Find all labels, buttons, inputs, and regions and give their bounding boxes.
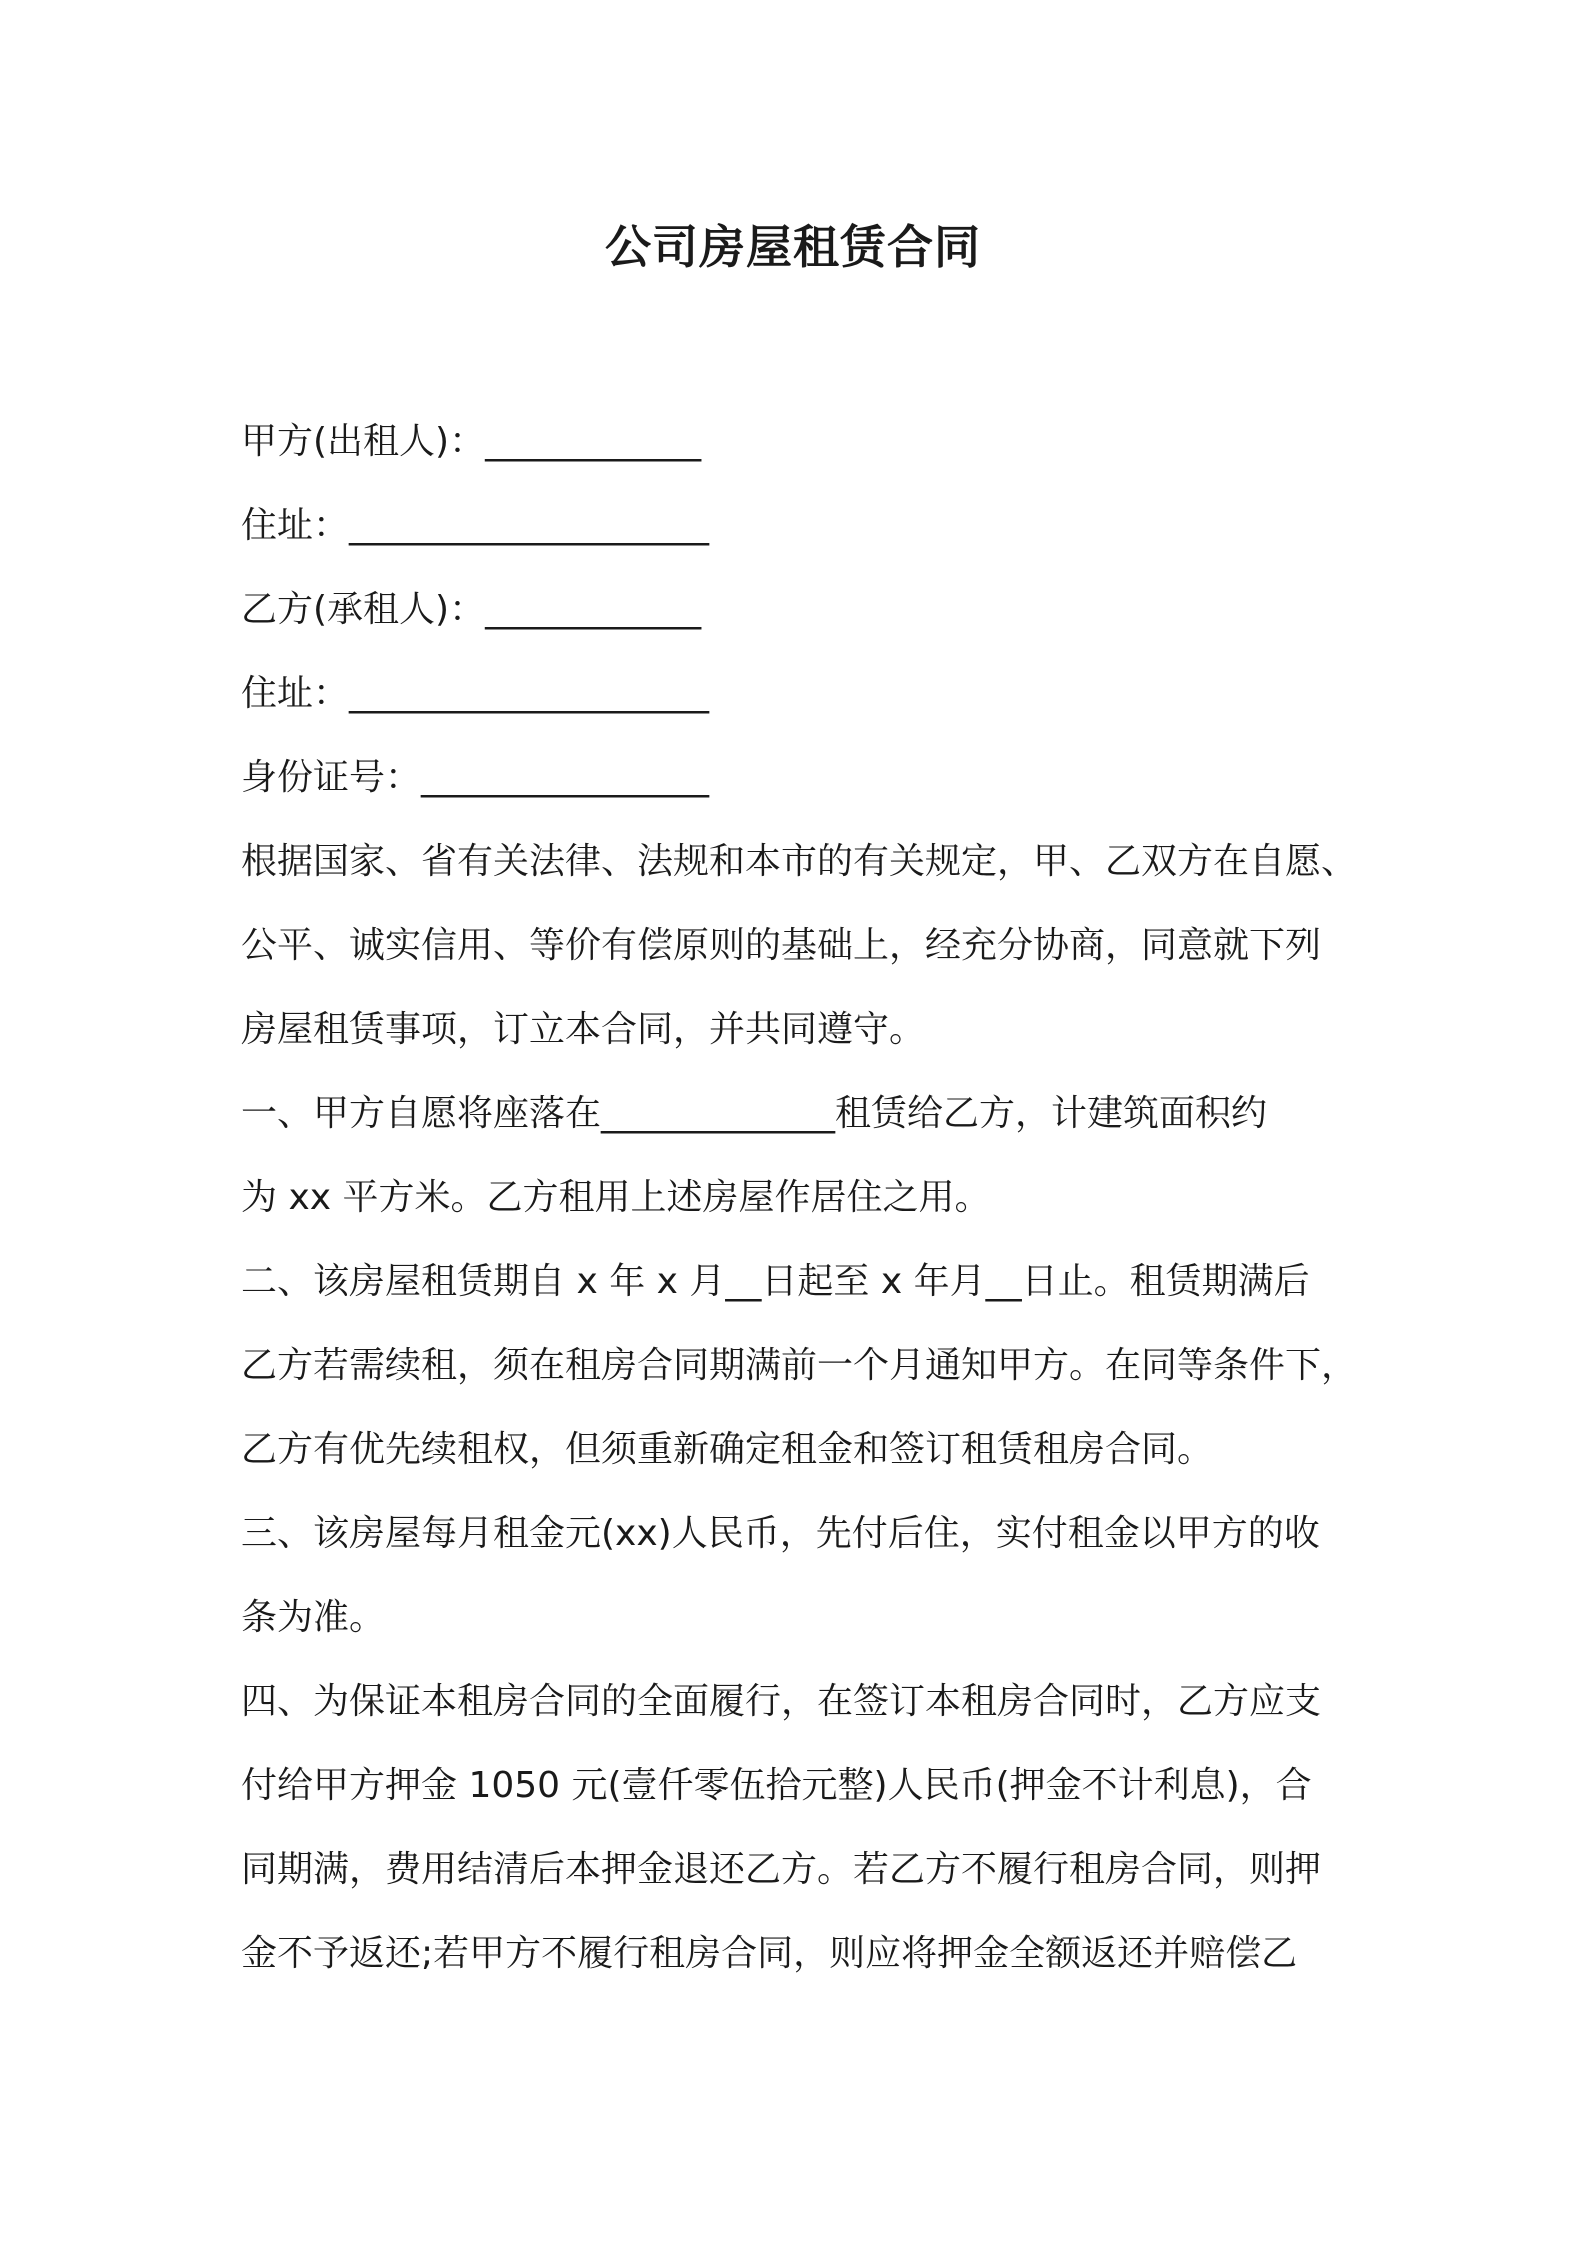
clause-3-line-2: 条为准。	[241, 1597, 386, 1638]
document-title: 公司房屋租赁合同	[605, 220, 981, 274]
clause-4-line-2: 付给甲方押金 1050 元(壹仟零伍拾元整)人民币(押金不计利息)，合	[241, 1765, 1312, 1806]
party-b-address-line: 住址：____________________	[241, 673, 710, 714]
clause-1-line-2: 为 xx 平方米。乙方租用上述房屋作居住之用。	[241, 1177, 991, 1218]
preamble-line-2: 公平、诚实信用、等价有偿原则的基础上，经充分协商，同意就下列	[241, 925, 1322, 966]
clause-2-line-1: 二、该房屋租赁期自 x 年 x 月__日起至 x 年月__日止。租赁期满后	[241, 1261, 1310, 1302]
party-a-address-line: 住址：____________________	[241, 505, 710, 546]
party-b-line: 乙方(承租人)：____________	[241, 589, 702, 630]
clause-3-line-1: 三、该房屋每月租金元(xx)人民币，先付后住，实付租金以甲方的收	[241, 1513, 1320, 1554]
party-a-line: 甲方(出租人)：____________	[241, 421, 702, 462]
preamble-line-1: 根据国家、省有关法律、法规和本市的有关规定，甲、乙双方在自愿、	[241, 841, 1358, 882]
clause-2-line-3: 乙方有优先续租权，但须重新确定租金和签订租赁租房合同。	[241, 1429, 1214, 1470]
document-body	[241, 400, 1361, 1996]
id-number-line: 身份证号：________________	[241, 757, 710, 798]
clause-1-line-1: 一、甲方自愿将座落在_____________租赁给乙方，计建筑面积约	[241, 1093, 1268, 1134]
clause-4-line-4: 金不予返还;若甲方不履行租房合同，则应将押金全额返还并赔偿乙	[241, 1933, 1298, 1974]
clause-4-line-1: 四、为保证本租房合同的全面履行，在签订本租房合同时，乙方应支	[241, 1681, 1322, 1722]
preamble-line-3: 房屋租赁事项，订立本合同，并共同遵守。	[241, 1009, 926, 1050]
clause-2-line-2: 乙方若需续租，须在租房合同期满前一个月通知甲方。在同等条件下，	[241, 1345, 1358, 1386]
clause-4-line-3: 同期满，费用结清后本押金退还乙方。若乙方不履行租房合同，则押	[241, 1849, 1322, 1890]
